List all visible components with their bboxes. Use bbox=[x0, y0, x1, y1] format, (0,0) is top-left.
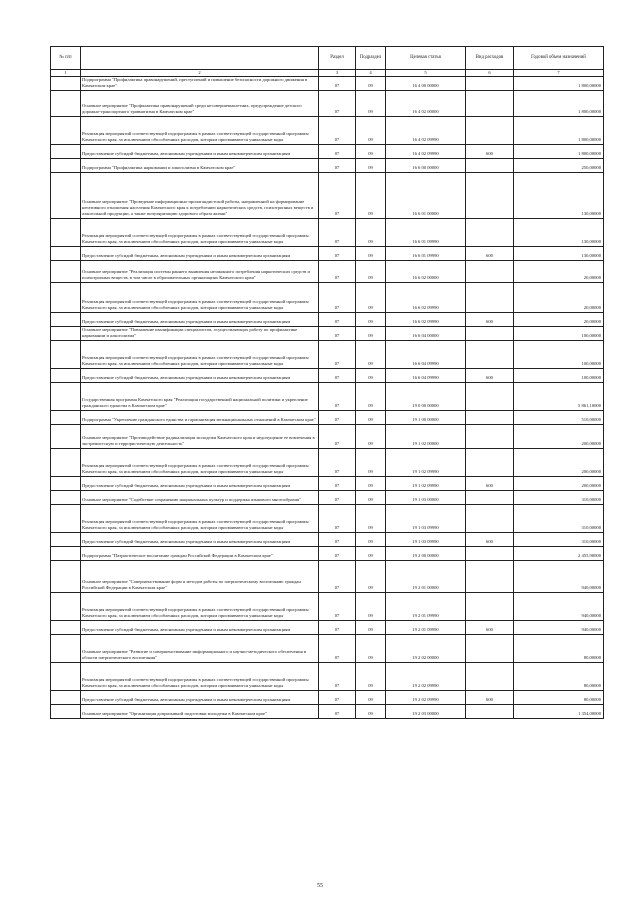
cell-subsection: 09 bbox=[356, 77, 386, 90]
cell-subsection: 09 bbox=[356, 90, 386, 116]
table-row bbox=[51, 532, 604, 546]
budget-table bbox=[50, 46, 604, 719]
cell-name: Предоставление субсидий бюджетным, автономным учреждениям и иным некоммерческим организациям bbox=[81, 246, 319, 260]
cell-name: Предоставление субсидий бюджетным, автономным учреждениям и иным некоммерческим организациям bbox=[81, 144, 319, 158]
cell-kind bbox=[466, 90, 514, 116]
cell-kind bbox=[466, 424, 514, 448]
cell-amount: 250,00000 bbox=[514, 158, 604, 172]
cell-num bbox=[51, 690, 81, 704]
cell-name: Основное мероприятие "Реализация системы раннего выявления незаконного потребления наркотических средств и психотропных веществ, в том числе в образовательных организациях Камчатского края" bbox=[81, 260, 319, 282]
cell-num bbox=[51, 490, 81, 504]
cell-target: 16 6 02 00000 bbox=[386, 260, 466, 282]
cell-section: 07 bbox=[319, 690, 356, 704]
cell-section: 07 bbox=[319, 218, 356, 246]
cell-kind: 600 bbox=[466, 690, 514, 704]
cell-section: 07 bbox=[319, 504, 356, 532]
table-row bbox=[51, 260, 604, 282]
cell-section: 07 bbox=[319, 382, 356, 410]
cell-target: 19 2 02 09990 bbox=[386, 690, 466, 704]
cell-amount: 100,00000 bbox=[514, 340, 604, 368]
table-row bbox=[51, 246, 604, 260]
table-row bbox=[51, 410, 604, 424]
cell-subsection: 09 bbox=[356, 424, 386, 448]
cell-kind bbox=[466, 260, 514, 282]
cell-kind bbox=[466, 410, 514, 424]
cell-kind bbox=[466, 490, 514, 504]
cell-subsection: 09 bbox=[356, 172, 386, 218]
cell-num bbox=[51, 424, 81, 448]
cell-subsection: 09 bbox=[356, 690, 386, 704]
header-amount: Годовой объем назначений bbox=[514, 47, 604, 70]
cell-subsection: 09 bbox=[356, 704, 386, 718]
cell-amount: 310,00000 bbox=[514, 532, 604, 546]
table-row bbox=[51, 476, 604, 490]
table-row bbox=[51, 592, 604, 620]
cell-subsection: 09 bbox=[356, 490, 386, 504]
cell-name: Основное мероприятие "Развитие и совершенствование информационного и научно-методического обеспечения в области патриотического воспитания" bbox=[81, 634, 319, 662]
cell-section: 07 bbox=[319, 662, 356, 690]
cell-section: 07 bbox=[319, 340, 356, 368]
cell-target: 19 1 03 09990 bbox=[386, 532, 466, 546]
cell-section: 07 bbox=[319, 144, 356, 158]
table-row bbox=[51, 116, 604, 144]
table-row bbox=[51, 90, 604, 116]
cell-kind: 600 bbox=[466, 532, 514, 546]
cell-subsection: 09 bbox=[356, 368, 386, 382]
cell-name: Реализация мероприятий соответствующей подпрограммы в рамках соответствующей государственной программы Камчатского края, за исключением обособленных расходов, которым присваиваются уникальные коды bbox=[81, 282, 319, 312]
cell-name: Подпрограмма "Профилактика наркомании и алкоголизма в Камчатском крае" bbox=[81, 158, 319, 172]
column-index: 7 bbox=[514, 70, 604, 77]
cell-subsection: 09 bbox=[356, 504, 386, 532]
cell-kind: 600 bbox=[466, 312, 514, 326]
cell-kind bbox=[466, 634, 514, 662]
table-header-row bbox=[51, 47, 604, 70]
cell-num bbox=[51, 282, 81, 312]
cell-num bbox=[51, 172, 81, 218]
cell-subsection: 09 bbox=[356, 448, 386, 476]
cell-amount: 1 800,00000 bbox=[514, 116, 604, 144]
cell-subsection: 09 bbox=[356, 382, 386, 410]
table-row bbox=[51, 382, 604, 410]
cell-num bbox=[51, 634, 81, 662]
cell-num bbox=[51, 532, 81, 546]
cell-target: 16 4 02 09990 bbox=[386, 116, 466, 144]
cell-section: 07 bbox=[319, 448, 356, 476]
cell-amount: 5 861,10000 bbox=[514, 382, 604, 410]
cell-subsection: 09 bbox=[356, 326, 386, 340]
cell-amount: 80,00000 bbox=[514, 634, 604, 662]
cell-kind bbox=[466, 382, 514, 410]
cell-name: Предоставление субсидий бюджетным, автономным учреждениям и иным некоммерческим организациям bbox=[81, 532, 319, 546]
cell-amount: 1 354,00000 bbox=[514, 704, 604, 718]
table-row bbox=[51, 560, 604, 592]
cell-num bbox=[51, 620, 81, 634]
cell-name: Реализация мероприятий соответствующей подпрограммы в рамках соответствующей государственной программы Камчатского края, за исключением обособленных расходов, которым присваиваются уникальные коды bbox=[81, 340, 319, 368]
cell-name: Реализация мероприятий соответствующей подпрограммы в рамках соответствующей государственной программы Камчатского края, за исключением обособленных расходов, которым присваиваются уникальные коды bbox=[81, 504, 319, 532]
cell-section: 07 bbox=[319, 620, 356, 634]
cell-target: 16 6 04 00000 bbox=[386, 326, 466, 340]
table-row bbox=[51, 282, 604, 312]
cell-kind bbox=[466, 218, 514, 246]
cell-kind bbox=[466, 504, 514, 532]
cell-target: 16 6 04 09990 bbox=[386, 368, 466, 382]
cell-target: 16 4 00 00000 bbox=[386, 77, 466, 90]
cell-num bbox=[51, 326, 81, 340]
cell-section: 07 bbox=[319, 326, 356, 340]
cell-amount: 2 455,90000 bbox=[514, 546, 604, 560]
cell-section: 07 bbox=[319, 282, 356, 312]
cell-target: 19 2 02 09990 bbox=[386, 662, 466, 690]
cell-target: 19 2 01 09990 bbox=[386, 592, 466, 620]
cell-section: 07 bbox=[319, 532, 356, 546]
cell-name: Реализация мероприятий соответствующей подпрограммы в рамках соответствующей государственной программы Камчатского края, за исключением обособленных расходов, которым присваиваются уникальные коды bbox=[81, 662, 319, 690]
cell-num bbox=[51, 662, 81, 690]
table-row bbox=[51, 326, 604, 340]
cell-num bbox=[51, 560, 81, 592]
cell-amount: 940,00000 bbox=[514, 592, 604, 620]
cell-kind bbox=[466, 704, 514, 718]
header-section: Раздел bbox=[319, 47, 356, 70]
cell-num bbox=[51, 382, 81, 410]
cell-section: 07 bbox=[319, 90, 356, 116]
cell-name: Основное мероприятие "Организация допризывной подготовки молодежи в Камчатском крае" bbox=[81, 704, 319, 718]
cell-amount: 940,00000 bbox=[514, 560, 604, 592]
cell-target: 19 2 02 00000 bbox=[386, 634, 466, 662]
cell-target: 19 2 00 00000 bbox=[386, 546, 466, 560]
cell-amount: 20,00000 bbox=[514, 260, 604, 282]
cell-target: 16 6 01 09990 bbox=[386, 218, 466, 246]
header-num: № п/п bbox=[51, 47, 81, 70]
cell-num bbox=[51, 504, 81, 532]
cell-subsection: 09 bbox=[356, 340, 386, 368]
cell-kind: 600 bbox=[466, 246, 514, 260]
cell-section: 07 bbox=[319, 246, 356, 260]
cell-subsection: 09 bbox=[356, 116, 386, 144]
cell-target: 19 1 03 00000 bbox=[386, 490, 466, 504]
cell-target: 16 4 02 00000 bbox=[386, 90, 466, 116]
cell-num bbox=[51, 246, 81, 260]
cell-num bbox=[51, 448, 81, 476]
cell-amount: 310,00000 bbox=[514, 490, 604, 504]
table-row bbox=[51, 546, 604, 560]
cell-target: 16 6 02 09990 bbox=[386, 312, 466, 326]
cell-section: 07 bbox=[319, 634, 356, 662]
cell-target: 19 1 02 09990 bbox=[386, 448, 466, 476]
cell-name: Основное мероприятие "Повышение квалификации специалистов, осуществляющих работу по профилактике наркомании и алкоголизма" bbox=[81, 326, 319, 340]
cell-num bbox=[51, 546, 81, 560]
cell-section: 07 bbox=[319, 476, 356, 490]
cell-target: 16 6 02 09990 bbox=[386, 282, 466, 312]
cell-kind bbox=[466, 77, 514, 90]
column-index: 3 bbox=[319, 70, 356, 77]
cell-section: 07 bbox=[319, 368, 356, 382]
table-row bbox=[51, 704, 604, 718]
table-row bbox=[51, 218, 604, 246]
cell-target: 19 1 00 00000 bbox=[386, 410, 466, 424]
cell-section: 07 bbox=[319, 116, 356, 144]
cell-name: Основное мероприятие "Содействие сохранению национальных культур и поддержка языкового многообразия" bbox=[81, 490, 319, 504]
table-row bbox=[51, 340, 604, 368]
cell-section: 07 bbox=[319, 490, 356, 504]
cell-kind: 600 bbox=[466, 620, 514, 634]
cell-kind bbox=[466, 326, 514, 340]
cell-amount: 130,00000 bbox=[514, 172, 604, 218]
cell-kind bbox=[466, 340, 514, 368]
cell-num bbox=[51, 592, 81, 620]
cell-name: Предоставление субсидий бюджетным, автономным учреждениям и иным некоммерческим организациям bbox=[81, 690, 319, 704]
header-subsection: Подраздел bbox=[356, 47, 386, 70]
cell-num bbox=[51, 158, 81, 172]
cell-name: Предоставление субсидий бюджетным, автономным учреждениям и иным некоммерческим организациям bbox=[81, 368, 319, 382]
cell-subsection: 09 bbox=[356, 218, 386, 246]
cell-subsection: 09 bbox=[356, 620, 386, 634]
budget-document bbox=[50, 46, 603, 719]
cell-kind bbox=[466, 172, 514, 218]
cell-name: Предоставление субсидий бюджетным, автономным учреждениям и иным некоммерческим организациям bbox=[81, 620, 319, 634]
cell-kind bbox=[466, 662, 514, 690]
table-row bbox=[51, 424, 604, 448]
cell-amount: 200,00000 bbox=[514, 448, 604, 476]
table-row bbox=[51, 448, 604, 476]
cell-kind bbox=[466, 560, 514, 592]
cell-target: 16 6 04 09990 bbox=[386, 340, 466, 368]
column-index: 1 bbox=[51, 70, 81, 77]
cell-num bbox=[51, 77, 81, 90]
cell-num bbox=[51, 116, 81, 144]
table-row bbox=[51, 504, 604, 532]
cell-amount: 100,00000 bbox=[514, 326, 604, 340]
cell-section: 07 bbox=[319, 172, 356, 218]
cell-target: 16 6 01 09990 bbox=[386, 246, 466, 260]
cell-name: Подпрограмма "Укрепление гражданского единства и гармонизация межнациональных отношений в Камчатском крае" bbox=[81, 410, 319, 424]
cell-kind: 600 bbox=[466, 144, 514, 158]
column-index: 4 bbox=[356, 70, 386, 77]
table-body bbox=[51, 77, 604, 718]
cell-amount: 100,00000 bbox=[514, 368, 604, 382]
cell-target: 16 6 01 00000 bbox=[386, 172, 466, 218]
cell-amount: 1 800,00000 bbox=[514, 77, 604, 90]
cell-amount: 940,00000 bbox=[514, 620, 604, 634]
cell-name: Подпрограмма "Профилактика правонарушений, преступлений и повышение безопасности дорожного движения в Камчатском крае" bbox=[81, 77, 319, 90]
cell-subsection: 09 bbox=[356, 246, 386, 260]
cell-num bbox=[51, 410, 81, 424]
cell-num bbox=[51, 704, 81, 718]
column-index: 5 bbox=[386, 70, 466, 77]
cell-kind bbox=[466, 158, 514, 172]
cell-name: Реализация мероприятий соответствующей подпрограммы в рамках соответствующей государственной программы Камчатского края, за исключением обособленных расходов, которым присваиваются уникальные коды bbox=[81, 116, 319, 144]
cell-subsection: 09 bbox=[356, 476, 386, 490]
cell-num bbox=[51, 340, 81, 368]
cell-subsection: 09 bbox=[356, 532, 386, 546]
cell-target: 19 1 03 09990 bbox=[386, 504, 466, 532]
cell-name: Основное мероприятие "Противодействие радикализации молодежи Камчатского края и недопущение ее вовлечения в экстремистскую и террористическую деятельность" bbox=[81, 424, 319, 448]
table-row bbox=[51, 172, 604, 218]
cell-name: Реализация мероприятий соответствующей подпрограммы в рамках соответствующей государственной программы Камчатского края, за исключением обособленных расходов, которым присваиваются уникальные коды bbox=[81, 218, 319, 246]
cell-section: 07 bbox=[319, 560, 356, 592]
cell-num bbox=[51, 476, 81, 490]
cell-name: Государственная программа Камчатского края "Реализация государственной национальной политики и укрепление гражданского единства в Камчатском крае" bbox=[81, 382, 319, 410]
cell-subsection: 09 bbox=[356, 410, 386, 424]
cell-kind bbox=[466, 592, 514, 620]
cell-name: Реализация мероприятий соответствующей подпрограммы в рамках соответствующей государственной программы Камчатского края, за исключением обособленных расходов, которым присваиваются уникальные коды bbox=[81, 592, 319, 620]
cell-amount: 80,00000 bbox=[514, 662, 604, 690]
cell-subsection: 09 bbox=[356, 144, 386, 158]
cell-section: 07 bbox=[319, 158, 356, 172]
cell-name: Основное мероприятие "Проведение информационно-пропагандистской работы, направленной на формирование негативного отношения населения Камчатского края к потреблению наркотических средств, психотропных веществ и алкогольной продукции, а также популяризацию здорового образа жизни" bbox=[81, 172, 319, 218]
cell-subsection: 09 bbox=[356, 158, 386, 172]
cell-section: 07 bbox=[319, 704, 356, 718]
cell-target: 19 0 00 00000 bbox=[386, 382, 466, 410]
cell-target: 16 4 02 09990 bbox=[386, 144, 466, 158]
cell-subsection: 09 bbox=[356, 560, 386, 592]
cell-kind bbox=[466, 448, 514, 476]
table-row bbox=[51, 620, 604, 634]
cell-amount: 20,00000 bbox=[514, 312, 604, 326]
cell-subsection: 09 bbox=[356, 312, 386, 326]
cell-subsection: 09 bbox=[356, 282, 386, 312]
cell-subsection: 09 bbox=[356, 662, 386, 690]
column-index-row bbox=[51, 70, 604, 77]
cell-name: Предоставление субсидий бюджетным, автономным учреждениям и иным некоммерческим организациям bbox=[81, 476, 319, 490]
column-index: 6 bbox=[466, 70, 514, 77]
cell-kind bbox=[466, 282, 514, 312]
header-kind: Вид расходов bbox=[466, 47, 514, 70]
cell-kind: 600 bbox=[466, 476, 514, 490]
cell-subsection: 09 bbox=[356, 634, 386, 662]
cell-name: Подпрограмма "Патриотическое воспитание граждан Российской Федерации в Камчатском крае" bbox=[81, 546, 319, 560]
cell-subsection: 09 bbox=[356, 592, 386, 620]
cell-num bbox=[51, 368, 81, 382]
table-row bbox=[51, 662, 604, 690]
header-name bbox=[81, 47, 319, 70]
cell-amount: 1 800,00000 bbox=[514, 144, 604, 158]
cell-name: Предоставление субсидий бюджетным, автономным учреждениям и иным некоммерческим организациям bbox=[81, 312, 319, 326]
table-row bbox=[51, 77, 604, 90]
cell-target: 19 2 03 00000 bbox=[386, 704, 466, 718]
table-row bbox=[51, 368, 604, 382]
cell-name: Основное мероприятие "Совершенствование форм и методов работы по патриотическому воспитанию граждан Российской Федерации в Камчатском крае" bbox=[81, 560, 319, 592]
cell-section: 07 bbox=[319, 312, 356, 326]
cell-num bbox=[51, 144, 81, 158]
cell-kind: 600 bbox=[466, 368, 514, 382]
cell-target: 19 2 01 00000 bbox=[386, 560, 466, 592]
column-index: 2 bbox=[81, 70, 319, 77]
cell-amount: 130,00000 bbox=[514, 246, 604, 260]
cell-num bbox=[51, 312, 81, 326]
cell-num bbox=[51, 260, 81, 282]
cell-subsection: 09 bbox=[356, 260, 386, 282]
table-row bbox=[51, 144, 604, 158]
cell-target: 19 2 01 09990 bbox=[386, 620, 466, 634]
cell-section: 07 bbox=[319, 546, 356, 560]
table-row bbox=[51, 158, 604, 172]
cell-amount: 310,00000 bbox=[514, 504, 604, 532]
cell-amount: 1 800,00000 bbox=[514, 90, 604, 116]
cell-target: 19 1 02 00000 bbox=[386, 424, 466, 448]
table-row bbox=[51, 312, 604, 326]
header-target: Целевая статья bbox=[386, 47, 466, 70]
table-row bbox=[51, 490, 604, 504]
cell-section: 07 bbox=[319, 77, 356, 90]
cell-amount: 80,00000 bbox=[514, 690, 604, 704]
cell-section: 07 bbox=[319, 410, 356, 424]
cell-section: 07 bbox=[319, 592, 356, 620]
cell-section: 07 bbox=[319, 424, 356, 448]
cell-num bbox=[51, 90, 81, 116]
cell-section: 07 bbox=[319, 260, 356, 282]
cell-target: 19 1 02 09990 bbox=[386, 476, 466, 490]
cell-amount: 200,00000 bbox=[514, 424, 604, 448]
table-row bbox=[51, 634, 604, 662]
cell-kind bbox=[466, 546, 514, 560]
table-row bbox=[51, 690, 604, 704]
cell-amount: 510,00000 bbox=[514, 410, 604, 424]
cell-subsection: 09 bbox=[356, 546, 386, 560]
cell-name: Реализация мероприятий соответствующей подпрограммы в рамках соответствующей государственной программы Камчатского края, за исключением обособленных расходов, которым присваиваются уникальные коды bbox=[81, 448, 319, 476]
cell-name: Основное мероприятие "Профилактика правонарушений среди несовершеннолетних, предупреждение детского дорожно-транспортного травматизма в Камчатском крае" bbox=[81, 90, 319, 116]
page-number: 55 bbox=[317, 883, 323, 889]
cell-amount: 130,00000 bbox=[514, 218, 604, 246]
cell-target: 16 6 00 00000 bbox=[386, 158, 466, 172]
cell-amount: 20,00000 bbox=[514, 282, 604, 312]
cell-kind bbox=[466, 116, 514, 144]
cell-amount: 200,00000 bbox=[514, 476, 604, 490]
cell-num bbox=[51, 218, 81, 246]
